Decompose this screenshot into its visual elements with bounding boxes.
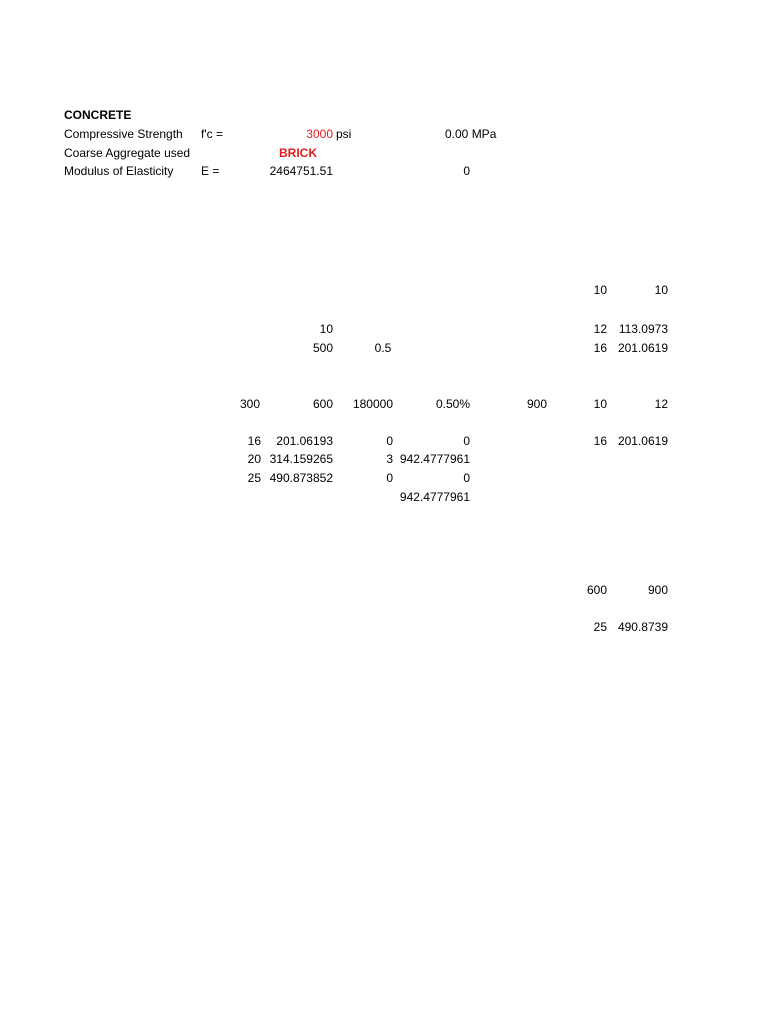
- cell-value: 942.4777961: [399, 490, 470, 504]
- cell-value: 0: [463, 471, 470, 485]
- cell-value: 16: [247, 434, 261, 448]
- cell-value: 3: [386, 452, 393, 466]
- cell-value: 10: [593, 397, 607, 411]
- compressive-strength-mpa: 0.00 MPa: [445, 127, 497, 141]
- cell-value: 10: [319, 322, 333, 336]
- cell-value: 113.0973: [618, 322, 668, 336]
- coarse-aggregate-label: Coarse Aggregate used: [64, 146, 191, 160]
- cell-value: 0: [386, 434, 393, 448]
- cell-value: 201.06193: [276, 434, 333, 448]
- modulus-value: 2464751.51: [269, 164, 333, 178]
- concrete-heading: CONCRETE: [64, 108, 132, 122]
- modulus-second-value: 0: [463, 164, 470, 178]
- cell-value: 25: [593, 620, 607, 634]
- cell-value: 16: [593, 434, 607, 448]
- cell-value: 25: [247, 471, 261, 485]
- fc-symbol: f'c =: [201, 127, 223, 141]
- cell-value: 600: [586, 583, 607, 597]
- cell-value: 600: [312, 397, 333, 411]
- cell-value: 0.5: [374, 341, 392, 355]
- cell-value: 314.159265: [269, 452, 333, 466]
- compressive-strength-label: Compressive Strength: [64, 127, 183, 141]
- cell-value: 12: [654, 397, 668, 411]
- cell-value: 0.50%: [435, 397, 470, 411]
- cell-value: 490.873852: [269, 471, 333, 485]
- coarse-aggregate-value: BRICK: [279, 146, 317, 160]
- modulus-symbol: E =: [201, 164, 220, 178]
- cell-value: 500: [312, 341, 333, 355]
- cell-value: 0: [386, 471, 393, 485]
- cell-value: 900: [647, 583, 668, 597]
- cell-value: 16: [593, 341, 607, 355]
- cell-value: 900: [526, 397, 547, 411]
- cell-value: 10: [654, 283, 668, 297]
- cell-value: 201.0619: [617, 341, 668, 355]
- cell-value: 20: [247, 452, 261, 466]
- cell-value: 10: [593, 283, 607, 297]
- compressive-strength-value: 3000: [306, 127, 333, 141]
- compressive-strength-unit: psi: [336, 127, 352, 141]
- cell-value: 0: [463, 434, 470, 448]
- cell-value: 942.4777961: [399, 452, 470, 466]
- cell-value: 300: [239, 397, 261, 411]
- modulus-label: Modulus of Elasticity: [64, 164, 174, 178]
- cell-value: 180000: [352, 397, 393, 411]
- cell-value: 490.8739: [617, 620, 668, 634]
- cell-value: 12: [593, 322, 607, 336]
- cell-value: 201.0619: [617, 434, 668, 448]
